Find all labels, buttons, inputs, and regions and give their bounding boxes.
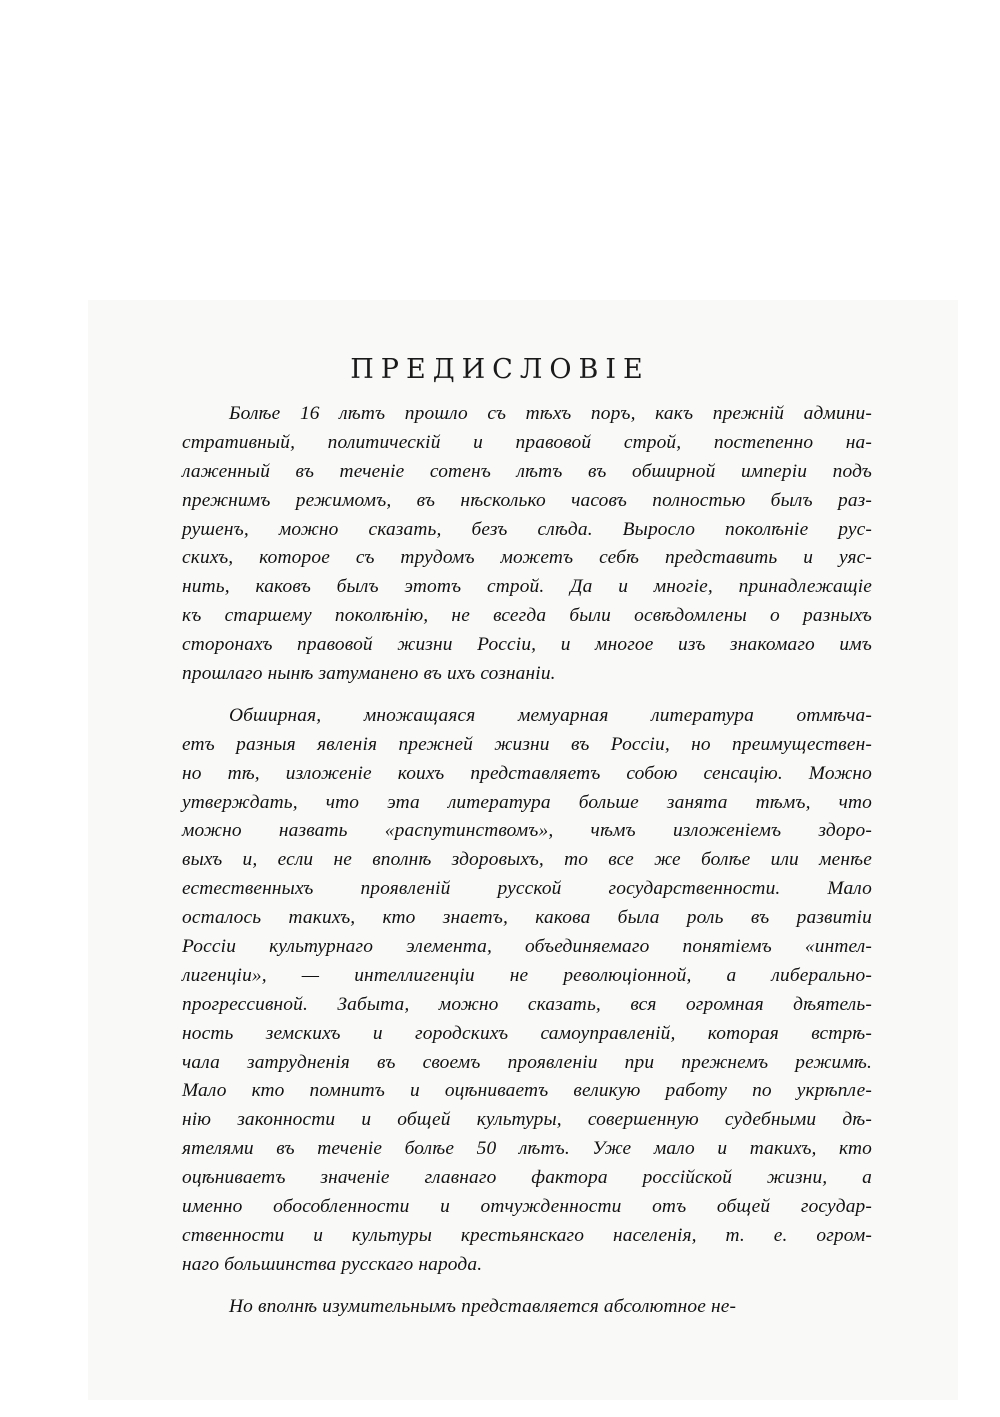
paragraph-3 <box>182 1293 872 1322</box>
paragraph-2 <box>182 702 872 1280</box>
text-line: нить, каковъ былъ этотъ строй. Да и многіе, принадлежащіе <box>182 576 872 598</box>
text-line: Обширная, множащаяся мемуарная литература отмѣча- <box>229 704 872 726</box>
text-line: именно обособленности и отчужденности отъ общей государ- <box>182 1196 872 1218</box>
page-title: ПРЕДИСЛОВІЕ <box>350 354 650 386</box>
text-line: прежнимъ режимомъ, въ нѣсколько часовъ полностью былъ раз- <box>182 489 872 511</box>
text-line: лигенціи», — интеллигенціи не революціонной, а либерально- <box>182 964 872 986</box>
text-line: но тѣ, изложеніе коихъ представляетъ собою сенсацію. Можно <box>182 762 872 784</box>
text-line: наго большинства русскаго народа. <box>182 1253 483 1275</box>
paragraph-1 <box>182 400 872 689</box>
text-line: можно назвать «распутинствомъ», чѣмъ изложеніемъ здоро- <box>182 820 872 842</box>
text-line: Болѣе 16 лѣтъ прошло съ тѣхъ поръ, какъ прежній админи- <box>229 403 872 424</box>
text-line: сторонахъ правовой жизни Россіи, и многое изъ знакомаго имъ <box>182 634 872 656</box>
text-line: рушенъ, можно сказать, безъ слѣда. Выросло поколѣніе рус- <box>182 518 872 540</box>
text-line: стративный, политическій и правовой строй, постепенно на- <box>182 431 872 453</box>
text-line: етъ разныя явленія прежней жизни въ Россіи, но преимуществен- <box>182 733 872 755</box>
text-line: осталось такихъ, кто знаетъ, какова была роль въ развитіи <box>182 907 872 929</box>
text-line: ственности и культуры крестьянскаго населенія, т. е. огром- <box>182 1224 872 1246</box>
text-line: лаженный въ теченіе сотенъ лѣтъ въ обширной имперіи подъ <box>182 460 872 482</box>
text-line: ность земскихъ и городскихъ самоуправленій, которая встрѣ- <box>182 1022 872 1044</box>
text-line: скихъ, которое съ трудомъ можетъ себѣ представить и уяс- <box>182 547 872 569</box>
text-line: Мало кто помнитъ и оцѣниваетъ великую работу по укрѣпле- <box>182 1080 872 1102</box>
text-line: выхъ и, если не вполнѣ здоровыхъ, то все же болѣе или менѣе <box>182 849 872 871</box>
text-line: къ старшему поколѣнію, не всегда были освѣдомлены о разныхъ <box>182 605 872 627</box>
text-line: оцѣниваетъ значеніе главнаго фактора россійской жизни, а <box>182 1167 872 1189</box>
text-line: ятелями въ теченіе болѣе 50 лѣтъ. Уже мало и такихъ, кто <box>182 1138 872 1160</box>
text-line: Россіи культурнаго элемента, объединяемаго понятіемъ «интел- <box>182 936 872 958</box>
text-line: нію законности и общей культуры, совершенную судебными дѣ- <box>182 1109 872 1131</box>
text-line: прогрессивной. Забыта, можно сказать, вся огромная дѣятель- <box>182 993 872 1015</box>
text-line: естественныхъ проявленій русской государственности. Мало <box>182 878 872 900</box>
text-line: утверждать, что эта литература больше занята тѣмъ, что <box>182 791 872 813</box>
text-line: Но вполнѣ изумительнымъ представляется абсолютное не- <box>229 1295 737 1317</box>
text-line: чала затрудненія въ своемъ проявленіи при прежнемъ режимѣ. <box>182 1051 872 1073</box>
preface-body <box>182 400 872 1335</box>
text-line: прошлаго нынѣ затуманено въ ихъ сознаніи. <box>182 663 556 685</box>
